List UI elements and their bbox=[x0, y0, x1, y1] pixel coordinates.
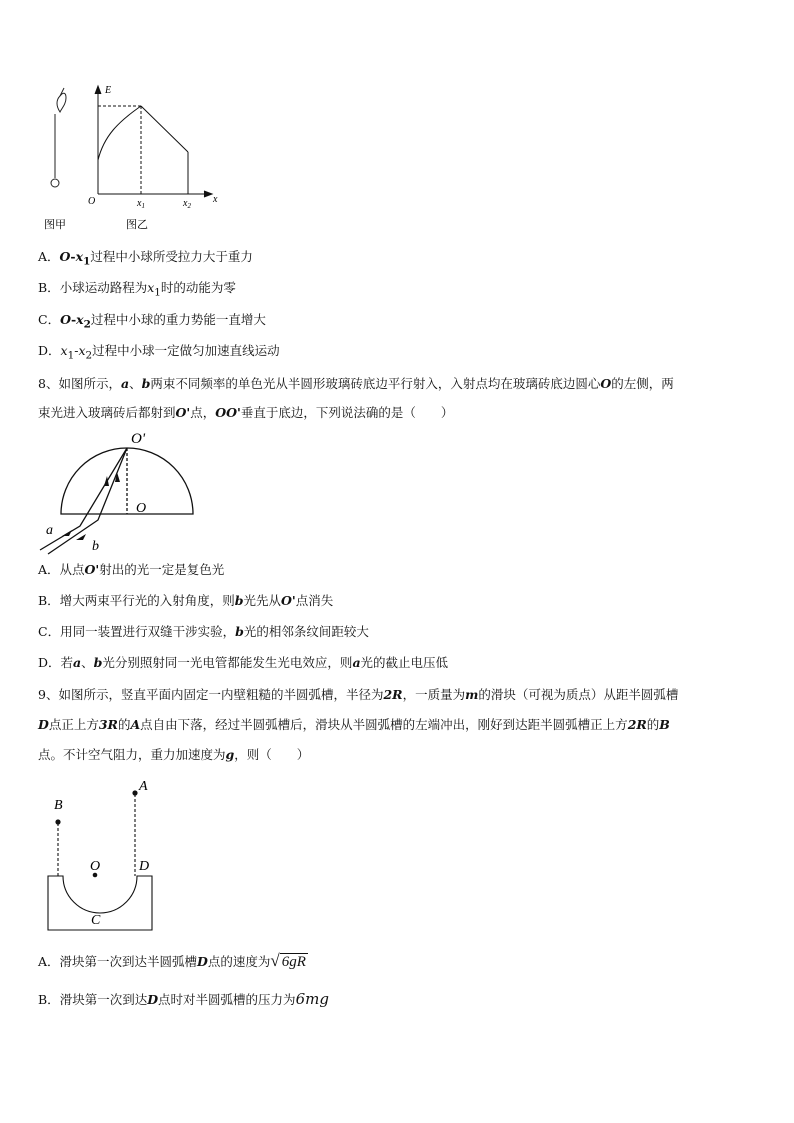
q8-figure bbox=[36, 424, 206, 556]
tick-x2: $x_2$ bbox=[183, 198, 191, 210]
q9-figure bbox=[40, 776, 170, 936]
axis-y-label: E bbox=[105, 85, 112, 96]
pendulum-diagram bbox=[51, 88, 66, 187]
caption-left: 图甲 bbox=[44, 219, 66, 231]
q9-stem-line1: 9、如图所示，竖直平面内固定一内壁粗糙的半圆弧槽，半径为2R，一质量为m的滑块（可视为质点）从距半圆弧槽 bbox=[38, 687, 679, 702]
label-a-point: A bbox=[139, 779, 148, 794]
tick-x1: $x_1$ bbox=[137, 198, 145, 210]
energy-graph bbox=[95, 86, 212, 197]
beam-a bbox=[40, 448, 127, 550]
q9-stem-line2: D点正上方3R的A点自由下落，经过半圆弧槽后，滑块从半圆弧槽的左端冲出，刚好到达距半圆弧槽正上方2R的B bbox=[38, 717, 670, 732]
q8-option-d: D．若a、b光分别照射同一光电管都能发生光电效应，则a光的截止电压低 bbox=[38, 655, 449, 670]
q7-option-a: A．$O-x_1$过程中小球所受拉力大于重力 bbox=[38, 249, 253, 268]
q8-stem-line2: 束光进入玻璃砖后都射到O'点，OO'垂直于底边，下列说法确的是（ ） bbox=[38, 405, 454, 420]
origin-label: O bbox=[88, 196, 96, 207]
q7-figure bbox=[38, 78, 238, 238]
q7-option-b: B．小球运动路程为$x_1$时的动能为零 bbox=[38, 280, 236, 299]
label-o-prime: O' bbox=[131, 431, 146, 447]
label-b: b bbox=[92, 539, 99, 554]
axis-x-label: x bbox=[213, 194, 218, 205]
q8-option-c: C．用同一装置进行双缝干涉实验，b光的相邻条纹间距较大 bbox=[38, 624, 369, 639]
q9-stem-line3: 点。不计空气阻力，重力加速度为g，则（ ） bbox=[38, 747, 310, 762]
q7-option-d: D．$x_1-x_2$过程中小球一定做匀加速直线运动 bbox=[38, 343, 280, 362]
q8-option-a: A．从点O'射出的光一定是复色光 bbox=[38, 562, 225, 577]
caption-right: 图乙 bbox=[126, 219, 148, 231]
q9-option-a: A．滑块第一次到达半圆弧槽D点的速度为√ 6gR bbox=[38, 950, 308, 973]
label-a: a bbox=[46, 523, 53, 538]
q7-option-c: C．$O-x_2$过程中小球的重力势能一直增大 bbox=[38, 312, 266, 331]
label-o: O bbox=[136, 501, 147, 516]
q8-option-b: B．增大两束平行光的入射角度，则b光先从O'点消失 bbox=[38, 593, 334, 608]
q8-stem-line1: 8、如图所示，a、b两束不同频率的单色光从半圆形玻璃砖底边平行射入，入射点均在玻璃砖底边圆心O的左侧，两 bbox=[38, 376, 674, 391]
label-d-point: D bbox=[139, 859, 150, 874]
sqrt-expression: √ 6gR bbox=[270, 951, 306, 970]
label-b-point: B bbox=[54, 798, 63, 813]
label-o-center: O bbox=[90, 859, 101, 874]
label-c-point: C bbox=[91, 913, 101, 928]
q9-option-b: B．滑块第一次到达D点时对半圆弧槽的压力为6mg bbox=[38, 990, 329, 1008]
